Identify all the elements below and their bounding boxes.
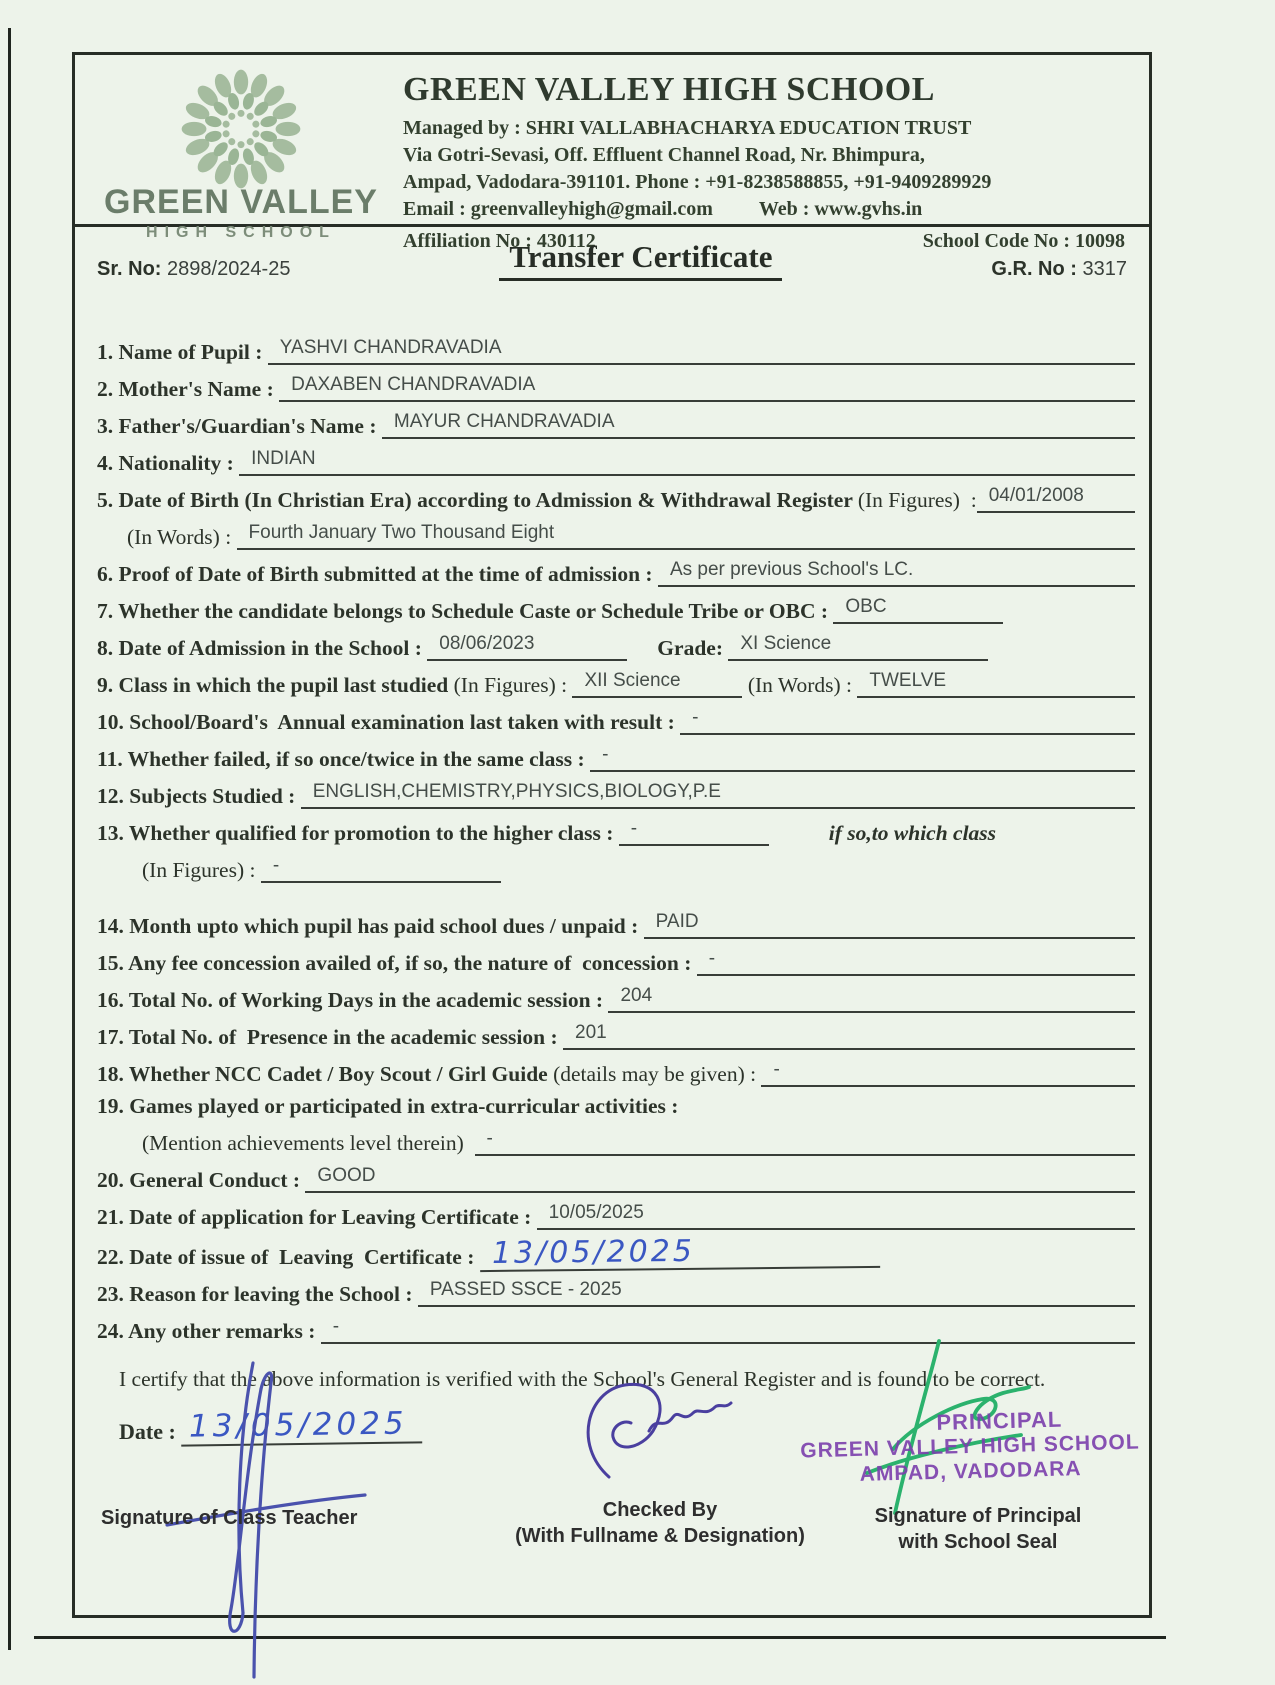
field-value: - bbox=[590, 742, 1135, 772]
field-working-days bbox=[97, 983, 1135, 1013]
principal-signature-block bbox=[795, 1503, 1161, 1555]
field-label: 10. School/Board's Annual examination last taken with result : bbox=[97, 710, 681, 734]
field-reason-for-leaving bbox=[97, 1277, 1135, 1307]
field-value: GOOD bbox=[305, 1163, 1135, 1193]
field-value: MAYUR CHANDRAVADIA bbox=[382, 409, 1135, 439]
scan-edge-left bbox=[8, 28, 11, 1650]
field-value: 201 bbox=[563, 1020, 1135, 1050]
field-label: 9. Class in which the pupil last studied bbox=[97, 673, 454, 697]
checked-by-signature bbox=[565, 1377, 745, 1487]
field-value-2: TWELVE bbox=[857, 668, 1135, 698]
field-value: INDIAN bbox=[239, 446, 1135, 476]
field-proof-of-dob bbox=[97, 557, 1135, 587]
field-value: - bbox=[475, 1126, 1135, 1156]
principal-label: Signature of Principal bbox=[874, 1505, 1082, 1527]
field-label: 23. Reason for leaving the School : bbox=[97, 1282, 418, 1306]
transfer-certificate-sheet bbox=[72, 52, 1152, 1618]
field-nationality bbox=[97, 446, 1135, 476]
field-value: - bbox=[761, 1057, 1135, 1087]
field-label: 3. Father's/Guardian's Name : bbox=[97, 414, 382, 438]
field-label: 15. Any fee concession availed of, if so, the nature of concession : bbox=[97, 951, 697, 975]
address-line-1: Via Gotri-Sevasi, Off. Effluent Channel Road, Nr. Bhimpura, bbox=[403, 144, 925, 166]
field-value: PASSED SSCE - 2025 bbox=[418, 1277, 1135, 1307]
field-label: 20. General Conduct : bbox=[97, 1168, 306, 1192]
principal-stamp bbox=[764, 1404, 1176, 1490]
field-note: (In Figures) : bbox=[857, 488, 977, 512]
field-presence-days bbox=[97, 1020, 1135, 1050]
certificate-fields bbox=[75, 281, 1149, 1344]
school-code-no: School Code No : 10098 bbox=[922, 230, 1125, 252]
document-title: Transfer Certificate bbox=[499, 239, 782, 281]
field-note-2: (In Words) : bbox=[742, 673, 858, 697]
field-label: 16. Total No. of Working Days in the academic session : bbox=[97, 988, 609, 1012]
checked-by-block bbox=[495, 1497, 825, 1549]
field-label: 18. Whether NCC Cadet / Boy Scout / Girl Guide bbox=[97, 1062, 554, 1086]
school-info bbox=[387, 69, 1129, 252]
field-fathers-name bbox=[97, 409, 1135, 439]
field-value: - bbox=[261, 853, 501, 883]
field-value: Fourth January Two Thousand Eight bbox=[237, 520, 1135, 550]
field-value: 204 bbox=[608, 983, 1135, 1013]
field-label: 1. Name of Pupil : bbox=[97, 340, 268, 364]
field-mothers-name bbox=[97, 372, 1135, 402]
field-achievements bbox=[97, 1126, 1135, 1156]
field-caste-category bbox=[97, 594, 1135, 624]
field-label: 11. Whether failed, if so once/twice in the same class : bbox=[97, 747, 591, 771]
field-label: 4. Nationality : bbox=[97, 451, 240, 475]
field-date-of-admission bbox=[97, 631, 1135, 661]
field-italic-note: if so,to which class bbox=[828, 821, 997, 845]
logo-subtitle: HIGH SCHOOL bbox=[146, 224, 336, 241]
field-label: 7. Whether the candidate belongs to Schedule Caste or Schedule Tribe or OBC : bbox=[97, 599, 834, 623]
field-value: - bbox=[619, 816, 769, 846]
field-value: XII Science bbox=[572, 668, 742, 698]
field-value: OBC bbox=[833, 594, 1003, 624]
managed-by-line: Managed by : SHRI VALLABHACHARYA EDUCATION TRUST bbox=[403, 117, 972, 139]
stamp-line-1: PRINCIPAL bbox=[936, 1406, 1063, 1435]
field-whether-failed bbox=[97, 742, 1135, 772]
field-label: 21. Date of application for Leaving Certificate : bbox=[97, 1205, 537, 1229]
field-subjects-studied bbox=[97, 779, 1135, 809]
sr-no-value: 2898/2024-25 bbox=[167, 258, 291, 280]
field-note: (details may be given) : bbox=[553, 1062, 762, 1086]
field-label: 5. Date of Birth (In Christian Era) according to Admission & Withdrawal Register bbox=[97, 488, 858, 512]
class-teacher-signature-block bbox=[101, 1505, 357, 1531]
field-dob-in-words bbox=[97, 520, 1135, 550]
field-label: (In Words) : bbox=[127, 525, 237, 549]
letterhead bbox=[75, 55, 1149, 252]
checked-by-sublabel: (With Fullname & Designation) bbox=[515, 1525, 805, 1547]
field-value: - bbox=[321, 1314, 1135, 1344]
field-value: ENGLISH,CHEMISTRY,PHYSICS,BIOLOGY,P.E bbox=[301, 779, 1135, 809]
field-value: - bbox=[697, 946, 1135, 976]
affiliation-no: Affiliation No : 430112 bbox=[403, 230, 596, 252]
school-name: GREEN VALLEY HIGH SCHOOL bbox=[403, 71, 935, 108]
field-label: 6. Proof of Date of Birth submitted at the time of admission : bbox=[97, 562, 658, 586]
field-label: 13. Whether qualified for promotion to the higher class : bbox=[97, 821, 619, 845]
field-label: 12. Subjects Studied : bbox=[97, 784, 301, 808]
stamp-line-3: AMPAD, VADODARA bbox=[859, 1457, 1082, 1486]
field-value: 04/01/2008 bbox=[977, 483, 1135, 513]
field-label: 19. Games played or participated in extra-curricular activities : bbox=[97, 1094, 679, 1118]
principal-sublabel: with School Seal bbox=[898, 1531, 1058, 1553]
field-value: DAXABEN CHANDRAVADIA bbox=[279, 372, 1135, 402]
field-label: 24. Any other remarks : bbox=[97, 1319, 321, 1343]
school-logo-icon bbox=[175, 69, 307, 189]
field-value-handwritten: 13/05/2025 bbox=[480, 1235, 880, 1272]
field-note: (In Figures) : bbox=[453, 673, 573, 697]
field-label: 17. Total No. of Presence in the academic session : bbox=[97, 1025, 563, 1049]
field-label: (In Figures) : bbox=[142, 858, 261, 882]
field-value: 10/05/2025 bbox=[537, 1200, 1135, 1230]
field-date-of-birth bbox=[97, 483, 1135, 513]
field-label: (Mention achievements level therein) bbox=[142, 1131, 475, 1155]
field-games-played bbox=[97, 1094, 1135, 1119]
certification-statement: I certify that the above information is verified with the School's General Register and is found to be correct. bbox=[119, 1367, 1046, 1391]
field-fee-concession bbox=[97, 946, 1135, 976]
field-value: 08/06/2023 bbox=[427, 631, 627, 661]
field-label: 22. Date of issue of Leaving Certificate : bbox=[97, 1245, 480, 1269]
grade-value: XI Science bbox=[728, 631, 988, 661]
field-ncc-cadet bbox=[97, 1057, 1135, 1087]
date-value-handwritten: 13/05/2025 bbox=[181, 1408, 422, 1446]
logo-wordmark: GREEN VALLEY bbox=[104, 183, 378, 221]
web-line: Web : www.gvhs.in bbox=[758, 198, 923, 220]
field-issue-date bbox=[97, 1233, 1135, 1271]
stamp-line-2: GREEN VALLEY HIGH SCHOOL bbox=[800, 1430, 1140, 1463]
checked-by-label: Checked By bbox=[602, 1499, 718, 1521]
field-qualified-for-promotion bbox=[97, 816, 1135, 846]
field-school-dues bbox=[97, 909, 1135, 939]
grade-label: Grade: bbox=[657, 636, 729, 660]
field-application-date bbox=[97, 1200, 1135, 1230]
gr-no-label: G.R. No : bbox=[991, 258, 1083, 280]
scan-edge-bottom bbox=[34, 1636, 1166, 1639]
email-line: Email : greenvalleyhigh@gmail.com bbox=[403, 198, 713, 220]
field-value: PAID bbox=[644, 909, 1135, 939]
field-label: 14. Month upto which pupil has paid school dues / unpaid : bbox=[97, 914, 644, 938]
class-teacher-label: Signature of Class Teacher bbox=[101, 1507, 358, 1529]
address-line-2: Ampad, Vadodara-391101. Phone : +91-8238588855, +91-9409289929 bbox=[403, 171, 992, 193]
date-label: Date : bbox=[119, 1419, 182, 1444]
field-annual-examination bbox=[97, 705, 1135, 735]
field-label: 8. Date of Admission in the School : bbox=[97, 636, 428, 660]
field-value: - bbox=[680, 705, 1135, 735]
field-value: YASHVI CHANDRAVADIA bbox=[268, 335, 1135, 365]
gr-no-value: 3317 bbox=[1082, 258, 1127, 280]
field-label: 2. Mother's Name : bbox=[97, 377, 280, 401]
field-general-conduct bbox=[97, 1163, 1135, 1193]
field-name-of-pupil bbox=[97, 335, 1135, 365]
field-promotion-in-figures bbox=[97, 853, 1135, 883]
sr-no-label: Sr. No: bbox=[97, 258, 168, 280]
school-logo bbox=[95, 69, 387, 241]
field-value: As per previous School's LC. bbox=[658, 557, 1135, 587]
field-class-last-studied bbox=[97, 668, 1135, 698]
